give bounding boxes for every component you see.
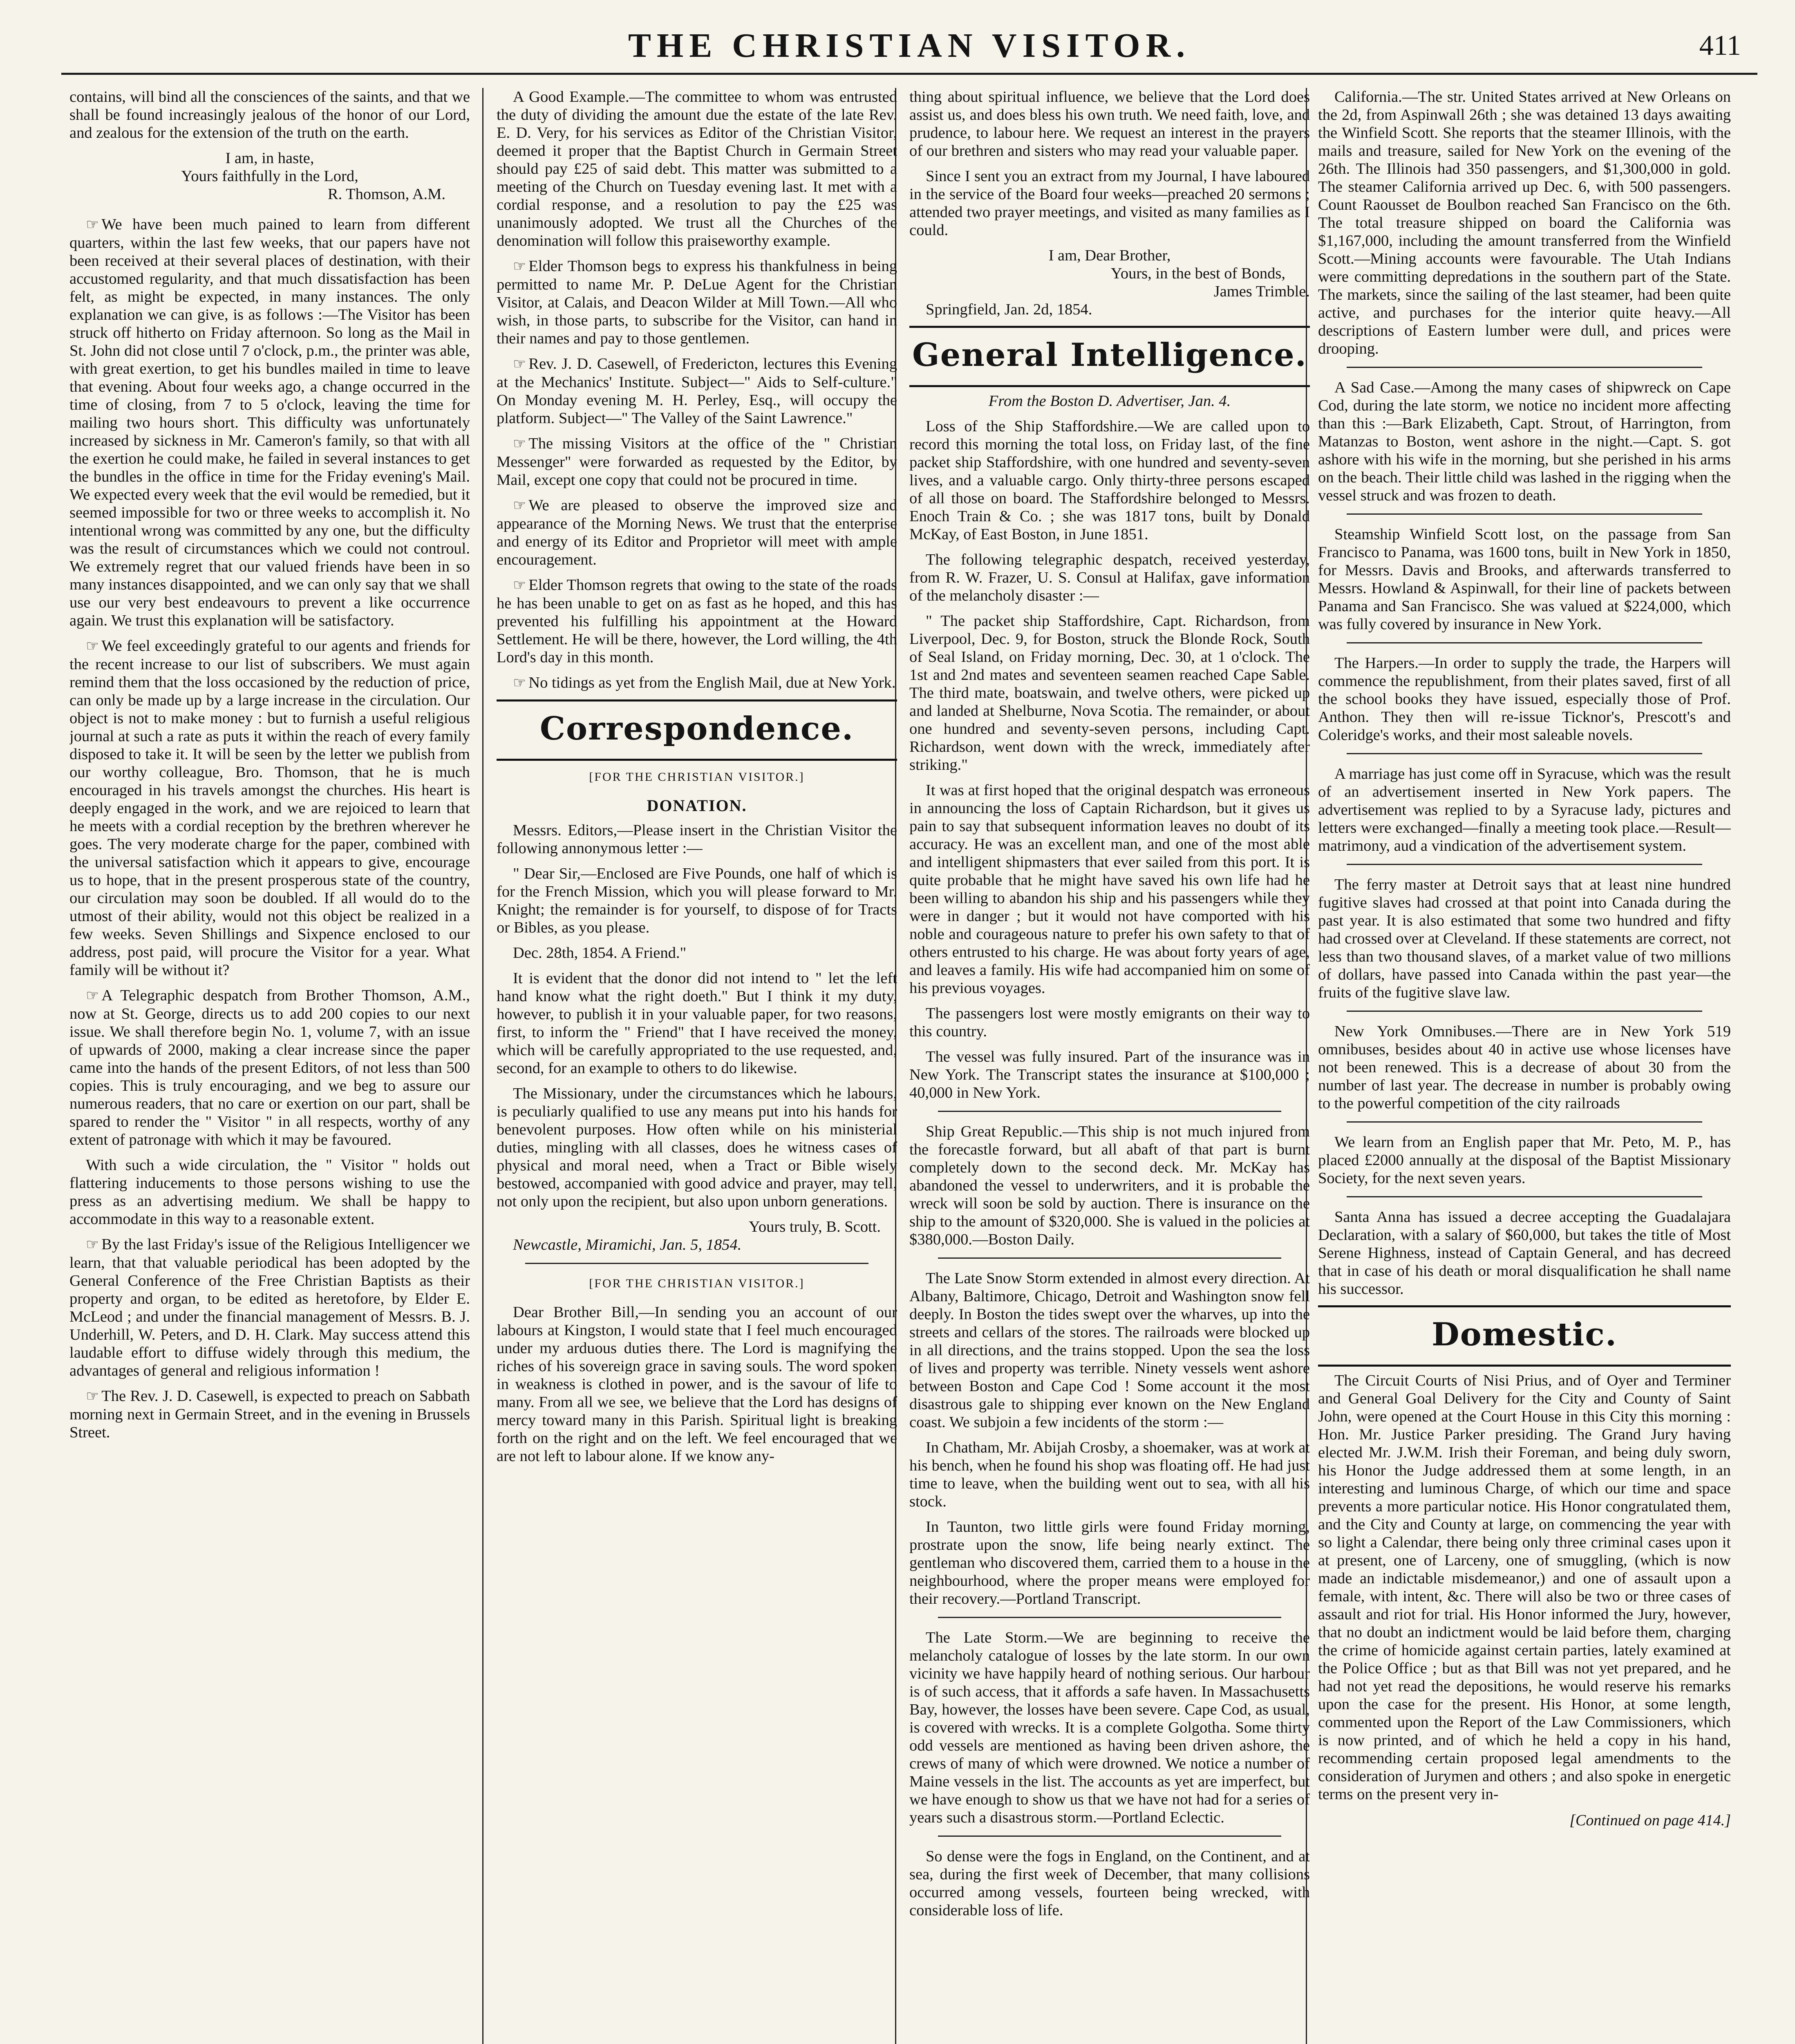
- news-paragraph: A marriage has just come off in Syracuse, which was the result of an advertisement inserted in New York papers. The advertisement was replied to by a Syracuse lady, pictures and letters were exchanged—finally a meeting took place.—Result—matrimony, aud a vindication of the advertisement system.: [1318, 765, 1731, 854]
- section-heading-domestic: Domestic.: [1431, 1316, 1618, 1353]
- letter-date: Dec. 28th, 1854. A Friend.": [513, 944, 687, 961]
- notice-paragraph: ☞ The missing Visitors at the office of the " Christian Messenger" were forwarded as requested by the Editor, by Mail, except one copy that could not be procured in time.: [497, 435, 897, 489]
- news-paragraph: The Harpers.—In order to supply the trade, the Harpers will commence the republishment, from their plates saved, first of all the school books they have issued, especially those of Prof. Anthon. They then will re-issue Ticknor's, Prescott's and Coleridge's works, and their most saleable novels.: [1318, 654, 1731, 744]
- divider: [1347, 1196, 1702, 1197]
- section-rule: [909, 326, 1310, 328]
- divider: [1347, 1121, 1702, 1123]
- divider: [1347, 864, 1702, 865]
- article-paragraph: With such a wide circulation, the " Visitor " holds out flattering inducements to those persons wishing to use the press as an advertising medium. We shall be happy to accommodate in this way to a reasonable extent.: [69, 1156, 470, 1228]
- letter-paragraph: Dear Brother Bill,—In sending you an account of our labours at Kingston, I would state that I feel much encouraged under my arduous duties there. The Lord is magnifying the riches of his sovereign grace in saving souls. The word spoken in weakness is clothed in power, and is the savour of life to many. From all we see, we believe that the Lord has designs of mercy toward many in this Parish. Spiritual light is breaking forth on the right and on the left. We feel encouraged that we are not left to labour alone. If we know any-: [497, 1304, 897, 1465]
- news-paragraph: California.—The str. United States arrived at New Orleans on the 2d, from Aspinwall 26th ; she was detained 13 days awaiting the Winfield Scott. She reports that the steamer Illinois, with the mails and treasure, sailed for New York on the evening of the 26th. The Illinois had 350 passengers, and $1,300,000 in gold. The steamer California arrived up Dec. 6, with 500 passengers. Count Raousset de Boulbon reached San Francisco on the 6th. The total treasure shipped on board the California was $1,167,000, including the amount transferred from the Winfield Scott.—Mining accounts were favourable. The Utah Indians were committing depredations in the southern part of the State. The markets, since the sailing of the last steamer, had been quite active, and purchases for the interior quite heavy.—All descriptions of Eastern lumber were dull, and prices were drooping.: [1318, 88, 1731, 357]
- news-paragraph: The Circuit Courts of Nisi Prius, and of Oyer and Terminer and General Goal Delivery for the City and County of Saint John, were opened at the Court House in this City this morning : Hon. Mr. Justice Parker presiding. The Grand Jury having elected Mr. J.W.M. Irish their Foreman, and being duly sworn, his Honor the Judge addressed them at some length, in an interesting and luminous Charge, of which our time and space prevents a more particular notice. His Honor congratulated them, and the City and County at large, on commencing the year with so light a Calendar, there being only three criminal cases upon it at present, one of Larceny, one of smuggling, (which is now made an indictable misdemeanor,) and one of assault upon a female, with intent, &c. There will also be two or three cases of assault and riot for trial. His Honor informed the Jury, however, that no doubt an indictment would be laid before them, charging the crime of homicide against certain parties, lately examined at the Police Office ; but as that Bill was not yet prepared, and he had not yet read the depositions, he would reserve his remarks upon the case for the present. His Honor, at some length, commented upon the Report of the Law Commissioners, which is now printed, and of which he held a copy in his hand, recommending certain proposed legal amendments to the consideration of Jurymen and others ; and also spoke in energetic terms on the present very in-: [1318, 1372, 1731, 1803]
- signature-line: Yours truly, B. Scott.: [748, 1218, 881, 1235]
- news-paragraph: The Late Storm.—We are beginning to receive the melancholy catalogue of losses by the late storm. In our own vicinity we have happily heard of nothing serious. Our harbour is of such access, that it affords a safe haven. In Massachusetts Bay, however, the losses have been severe. Cape Cod, as usual, is covered with wrecks. It is a complete Golgotha. Some thirty odd vessels are mentioned as having been driven ashore, the crews of many of which were drowned. We notice a number of Maine vessels in the list. The accounts as yet are imperfect, but we have enough to show us that we have not had for a series of years such a disastrous storm.—Portland Eclectic.: [909, 1629, 1310, 1826]
- column-4: [1318, 88, 1731, 2044]
- column-1: [69, 88, 470, 2044]
- divider: [1347, 513, 1702, 515]
- signature-place: Newcastle, Miramichi, Jan. 5, 1854.: [513, 1236, 742, 1253]
- source-line: From the Boston D. Advertiser, Jan. 4.: [988, 392, 1231, 410]
- masthead-rule: [61, 73, 1757, 75]
- signature-name: James Trimble.: [1213, 283, 1310, 300]
- pointing-hand-icon: ☞: [513, 258, 526, 275]
- news-paragraph: Loss of the Ship Staffordshire.—We are called upon to record this morning the total loss, on Friday last, of the fine packet ship Staffordshire, with one hundred and seventy-seven lives, and a valuable cargo. Only thirty-three persons escaped of all those on board. The Staffordshire belonged to Messrs. Enoch Train & Co. ; she was 1817 tons, built by Donald McKay, of East Boston, in June 1851.: [909, 418, 1310, 543]
- news-paragraph: " The packet ship Staffordshire, Capt. Richardson, from Liverpool, Dec. 9, for Boston, struck the Blonde Rock, South of Seal Island, on Friday morning, Dec. 30, at 1 o'clock. The 1st and 2nd mates and seventeen seamen reached Cape Sable. The third mate, boatswain, and twelve others, were picked up and landed at Shelburne, Nova Scotia. The remainder, or about one hundred and seventy-seven persons, including Capt. Richardson, went down with the wreck, immediately after striking.": [909, 612, 1310, 773]
- notice-paragraph: ☞ Rev. J. D. Casewell, of Fredericton, lectures this Evening at the Mechanics' Institute. Subject—" Aids to Self-culture." On Monday evening M. H. Perley, Esq., will occupy the platform. Subject—" The Valley of the Saint Lawrence.": [497, 355, 897, 427]
- news-paragraph: In Chatham, Mr. Abijah Crosby, a shoemaker, was at work at his bench, when he found his shop was floating off. He had just time to leave, when the building went out to sea, with all his stock.: [909, 1439, 1310, 1510]
- letter-paragraph: Since I sent you an extract from my Journal, I have laboured in the service of the Board four weeks—preached 20 sermons ; attended two prayer meetings, and visited as many families as I could.: [909, 168, 1310, 239]
- signature-line: I am, in haste,: [225, 150, 314, 167]
- notice-paragraph: ☞ A Telegraphic despatch from Brother Thomson, A.M., now at St. George, directs us to add 200 copies to our next issue. We shall therefore begin No. 1, volume 7, with an issue of upwards of 2000, making a clear increase since the paper came into the hands of the present Editors, of not less than 500 copies. This is truly encouraging, and we beg to assure our numerous readers, that no care or exertion on our part, shall be spared to render the " Visitor " in all respects, worthy of any extent of patronage with which it may be favoured.: [69, 987, 470, 1148]
- notice-paragraph: ☞ We feel exceedingly grateful to our agents and friends for the recent increase to our list of subscribers. We must again remind them that the loss occasioned by the reduction of price, can only be made up by a large increase in the circulation. Our object is not to make money : but to furnish a useful religious journal at such a rate as puts it within the reach of every family disposed to take it. It will be seen by the letter we publish from our worthy colleague, Bro. Thomson, that he is much encouraged in his travels amongst the churches. His heart is deeply engaged in the work, and we are rejoiced to learn that he meets with a cordial reception by the brethren wherever he goes. The very moderate charge for the paper, combined with the universal satisfaction which it appears to give, encourage us to hope, that in the present prosperous state of the country, our circulation may soon be doubled. If all would do to the utmost of their ability, would not this object be realized in a few weeks. Seven Shillings and Sixpence enclosed to our address, post paid, will procure the Visitor for a year. What family will be without it?: [69, 637, 470, 979]
- divider: [1347, 753, 1702, 754]
- attribution-line: [FOR THE CHRISTIAN VISITOR.]: [589, 770, 805, 784]
- pointing-hand-icon: ☞: [513, 356, 526, 372]
- letter-paragraph: The Missionary, under the circumstances which he labours, is peculiarly qualified to use any means put into his hands for benevolent purposes. How often while on his ministerial duties, mingling with all classes, does he witness cases of physical and moral need, when a Tract or Bible wisely bestowed, accompanied with good advice and prayer, may tell, not only upon the recipient, but also upon unborn generations.: [497, 1085, 897, 1210]
- news-paragraph: In Taunton, two little girls were found Friday morning, prostrate upon the snow, life being nearly extinct. The gentleman who discovered them, carried them to a house in the neighbourhood, where the proper means were employed for their recovery.—Portland Transcript.: [909, 1518, 1310, 1607]
- signature-name: R. Thomson, A.M.: [327, 186, 445, 203]
- pointing-hand-icon: ☞: [513, 675, 526, 691]
- section-rule: [1318, 1305, 1731, 1307]
- column-rule: [482, 88, 483, 2044]
- notice-paragraph: ☞ We are pleased to observe the improved size and appearance of the Morning News. We trust that the enterprise and energy of its Editor and Proprietor will meet with ample encouragement.: [497, 497, 897, 568]
- article-paragraph: A Good Example.—The committee to whom was entrusted the duty of dividing the amount due the estate of the late Rev. E. D. Very, for his services as Editor of the Christian Visitor, deemed it proper that the Baptist Church in Germain Street should pay £25 of said debt. This matter was submitted to a meeting of the Church on Tuesday evening last. It met with a cordial response, and a resolution to pay the £25 was unanimously adopted. We trust all the Churches of the denomination will follow this praiseworthy example.: [497, 88, 897, 249]
- pointing-hand-icon: ☞: [513, 497, 526, 514]
- section-heading-general-intelligence: General Intelligence.: [912, 336, 1307, 374]
- divider: [938, 1257, 1281, 1259]
- news-paragraph: We learn from an English paper that Mr. Peto, M. P., has placed £2000 annually at the disposal of the Baptist Missionary Society, for the next seven years.: [1318, 1134, 1731, 1187]
- news-paragraph: The passengers lost were mostly emigrants on their way to this country.: [909, 1005, 1310, 1040]
- notice-paragraph: ☞ Elder Thomson begs to express his thankfulness in being permitted to name Mr. P. DeLue Agent for the Christian Visitor, at Calais, and Deacon Wilder at Mill Town.—All who wish, in those parts, to subscribe for the Visitor, can hand in their names and pay to those gentlemen.: [497, 258, 897, 347]
- pointing-hand-icon: ☞: [86, 1236, 99, 1253]
- news-paragraph: It was at first hoped that the original despatch was erroneous in announcing the loss of Captain Richardson, but it gives us pain to say that subsequent information leaves no doubt of its accuracy. He was an excellent man, and one of the most able and intelligent shipmasters that ever sailed from this port. It is quite probable that he might have saved his own life had he been willing to abandon his ship and his passengers while they were in danger ; but it would not have comported with his noble and courageous nature to prefer his own safety to that of others entrusted to his charge. He was about forty years of age, and leaves a family. His wife had accompanied him on some of his previous voyages.: [909, 782, 1310, 997]
- signature-line: Yours, in the best of Bonds,: [1110, 265, 1285, 282]
- pointing-hand-icon: ☞: [86, 216, 99, 233]
- masthead: [61, 20, 1757, 65]
- divider: [938, 1111, 1281, 1112]
- pointing-hand-icon: ☞: [513, 435, 526, 452]
- page-number: 411: [1699, 30, 1741, 61]
- divider: [1347, 1011, 1702, 1012]
- column-2: [497, 88, 897, 2044]
- notice-paragraph: ☞ Elder Thomson regrets that owing to the state of the roads he has been unable to get on as fast as he hoped, and this has prevented his fulfilling his appointment at the Howard Settlement. He will be there, however, the Lord willing, the 4th Lord's day in this month.: [497, 576, 897, 666]
- letter-date: Springfield, Jan. 2d, 1854.: [926, 301, 1092, 318]
- section-rule: [909, 385, 1310, 387]
- article-paragraph: contains, will bind all the consciences of the saints, and that we shall be found increasingly jealous of the honor of our Lord, and zealous for the extension of the truth on the earth.: [69, 88, 470, 141]
- pointing-hand-icon: ☞: [86, 987, 99, 1004]
- news-paragraph: New York Omnibuses.—There are in New York 519 omnibuses, besides about 40 in active use whose licenses have not been renewed. This is a decrease of about 30 from the number of last year. The decrease in number is probably owing to the powerful competition of the city railroads: [1318, 1023, 1731, 1112]
- signature-line: I am, Dear Brother,: [1048, 247, 1171, 264]
- pointing-hand-icon: ☞: [86, 1388, 99, 1405]
- news-paragraph: Santa Anna has issued a decree accepting the Guadalajara Declaration, with a salary of $60,000, but takes the title of Most Serene Highness, instead of Captain General, and has decreed that in case of his death or moral disqualification he shall name his successor.: [1318, 1208, 1731, 1298]
- notice-paragraph: ☞ The Rev. J. D. Casewell, is expected to preach on Sabbath morning next in Germain Street, and in the evening in Brussels Street.: [69, 1387, 470, 1441]
- notice-paragraph: ☞ By the last Friday's issue of the Religious Intelligencer we learn, that that valuable periodical has been adopted by the General Conference of the Free Christian Baptists as their property and organ, to be edited as heretofore, by Elder E. McLeod ; and under the financial management of Messrs. B. J. Underhill, W. Peters, and D. H. Clark. May success attend this laudable effort to diffuse widely through this medium, the advantages of general and religious information !: [69, 1236, 470, 1379]
- news-paragraph: A Sad Case.—Among the many cases of shipwreck on Cape Cod, during the late storm, we notice no incident more affecting than this :—Bark Elizabeth, Capt. Strout, of Harrington, from Matanzas to Boston, went ashore in the night.—Capt. S. got ashore with his wife in the morning, but she perished in his arms on the beach. Their little child was lashed in the rigging when the vessel struck and was frozen to death.: [1318, 379, 1731, 504]
- section-heading-correspondence: Correspondence.: [539, 710, 854, 747]
- notice-paragraph: ☞ No tidings as yet from the English Mail, due at New York.: [513, 674, 896, 691]
- column-3: [909, 88, 1310, 2044]
- letter-paragraph: It is evident that the donor did not intend to " let the left hand know what the right doeth." But I think it my duty, however, to publish it in your valuable paper, for two reasons, first, to inform the " Friend" that I have received the money, which will be carefully appropriated to the use requested, and, second, for an example to others to do likewise.: [497, 970, 897, 1077]
- divider: [938, 1836, 1281, 1837]
- news-paragraph: The vessel was fully insured. Part of the insurance was in New York. The Transcript states the insurance at $100,000 ; 40,000 in New York.: [909, 1048, 1310, 1101]
- newspaper-title: THE CHRISTIAN VISITOR.: [628, 27, 1191, 65]
- divider: [1347, 642, 1702, 643]
- section-rule: [497, 759, 897, 761]
- letter-paragraph: Messrs. Editors,—Please insert in the Christian Visitor the following annonymous letter :—: [497, 822, 897, 857]
- pointing-hand-icon: ☞: [86, 638, 99, 654]
- letter-paragraph: " Dear Sir,—Enclosed are Five Pounds, one half of which is for the French Mission, which you will please forward to Mr. Knight; the remainder is for yourself, to dispose of for Tracts or Bibles, as you please.: [497, 865, 897, 936]
- continued-notice: [Continued on page 414.]: [1569, 1812, 1731, 1829]
- news-paragraph: So dense were the fogs in England, on the Continent, and at sea, during the first week of December, that many collisions occurred among vessels, fourteen being wrecked, with considerable loss of life.: [909, 1848, 1310, 1919]
- news-paragraph: Steamship Winfield Scott lost, on the passage from San Francisco to Panama, was 1600 tons, built in New York in 1850, for Messrs. Davis and Brooks, and afterwards transferred to Messrs. Howland & Aspinwall, for their line of packets between Panama and San Francisco. She was valued at $224,000, which was fully covered by insurance in New York.: [1318, 526, 1731, 633]
- news-paragraph: The ferry master at Detroit says that at least nine hundred fugitive slaves had crossed at that point into Canada during the past year. It is also estimated that some two hundred and fifty had crossed over at Cleveland. If these statements are correct, not less than two thousand slaves, of a market value of two millions of dollars, have passed into Canada within the past year—the fruits of the fugitive slave law.: [1318, 876, 1731, 1001]
- attribution-line: [FOR THE CHRISTIAN VISITOR.]: [589, 1277, 805, 1290]
- pointing-hand-icon: ☞: [513, 577, 526, 594]
- divider: [938, 1617, 1281, 1618]
- section-rule: [497, 699, 897, 702]
- subheading: DONATION.: [647, 796, 747, 815]
- section-rule: [1318, 1365, 1731, 1367]
- letter-paragraph: thing about spiritual influence, we believe that the Lord does assist us, and does bless his own truth. We need faith, love, and prudence, to labour here. We request an interest in the prayers of our brethren and sisters who may read your valuable paper.: [909, 88, 1310, 159]
- news-paragraph: Ship Great Republic.—This ship is not much injured from the forecastle forward, but all abaft of that part is burnt completely down to the second deck. Mr. McKay has abandoned the vessel to underwriters, and it is probable the wreck will soon be sold by auction. There is insurance on the ship to the amount of $320,000. She is valued in the policies at $380,000.—Boston Daily.: [909, 1123, 1310, 1248]
- news-paragraph: The Late Snow Storm extended in almost every direction. At Albany, Baltimore, Chicago, Detroit and Washington snow fell deeply. In Boston the tides swept over the wharves, up into the streets and cellars of the stores. The railroads were blocked up in all directions, and the trains stopped. Upon the sea the loss of lives and property was terrible. Ninety vessels went ashore between Boston and Cape Cod ! Some account it the most disastrous gale to shipping ever known on the New England coast. We subjoin a few incidents of the storm :—: [909, 1270, 1310, 1431]
- notice-paragraph: ☞ We have been much pained to learn from different quarters, within the last few weeks, that our papers have not been received at their several places of destination, with their accustomed regularity, and that much dissatisfaction has been felt, as might be expected, in many instances. The only explanation we can give, is as follows :—The Visitor has been struck off hitherto on Friday afternoon. So long as the Mail in St. John did not close until 7 o'clock, p.m., the printer was able, with great exertion, to get his bundles mailed in time to leave that evening. About four weeks ago, a change occurred in the time of closing, from 7 to 5 o'clock, leaving the time for mailing two hours short. This difficulty was unfortunately increased by sickness in Mr. Cameron's family, so that with all the exertion he could make, he failed in several instances to get the bundles in the office in time for the Friday evening's Mail. We expected every week that the evil would be remedied, but it seemed impossible for two or three weeks to accomplish it. No intentional wrong was committed by any one, but the difficulty was the result of circumstances which we could not controul. We extremely regret that our valued friends have been in so many instances disappointed, and we can only say that we shall use our very best endeavours to prevent a like occurrence again. We trust this explanation will be satisfactory.: [69, 216, 470, 629]
- signature-line: Yours faithfully in the Lord,: [181, 168, 358, 185]
- news-paragraph: The following telegraphic despatch, received yesterday, from R. W. Frazer, U. S. Consul at Halifax, gave information of the melancholy disaster :—: [909, 551, 1310, 604]
- divider: [525, 1263, 868, 1264]
- divider: [1347, 367, 1702, 368]
